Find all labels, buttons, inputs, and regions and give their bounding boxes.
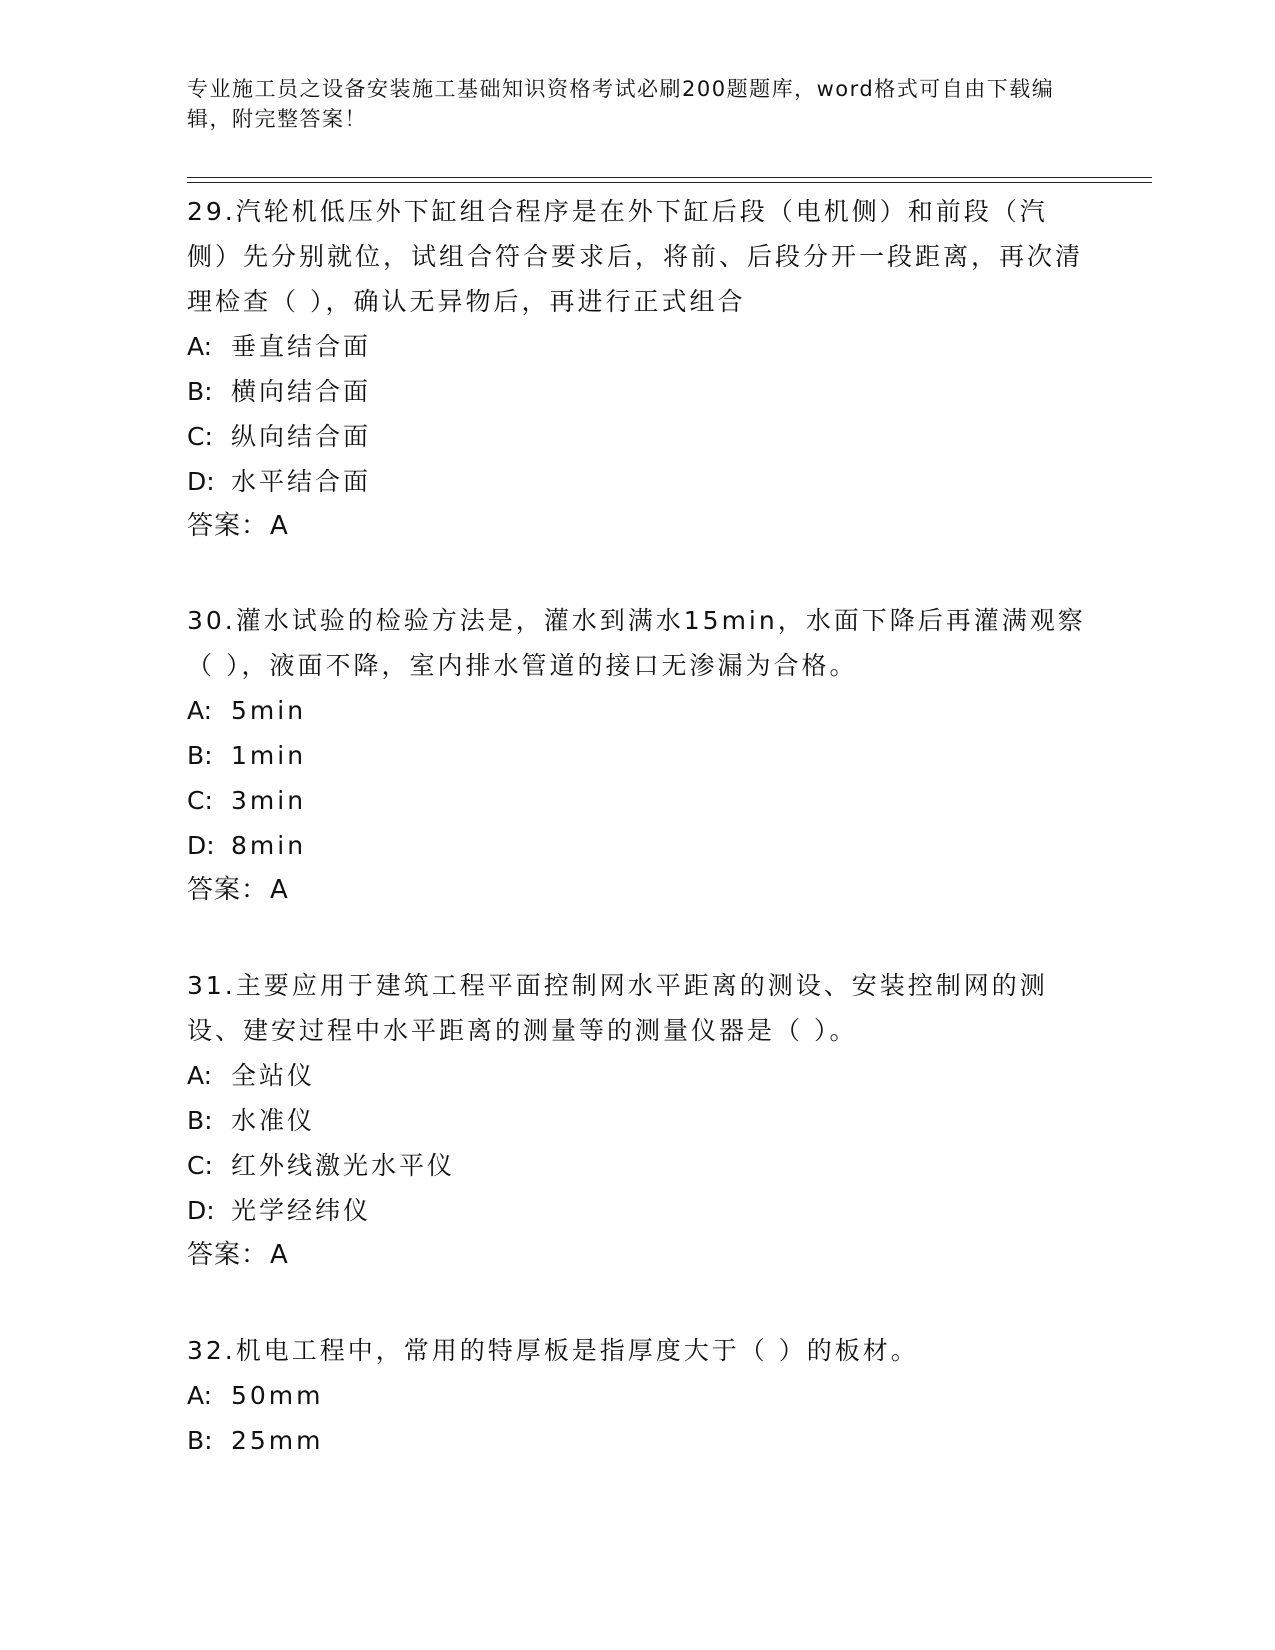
question-stem: 31.主要应用于建筑工程平面控制网水平距离的测设、安装控制网的测设、建安过程中水平距离的测量等的测量仪器是（ ）。 xyxy=(187,971,1048,1045)
question-29 xyxy=(187,189,1087,549)
answer-value: A xyxy=(270,511,289,541)
answer-label: 答案： xyxy=(187,1240,269,1270)
question-32 xyxy=(187,1328,1087,1463)
option-a xyxy=(187,1053,1087,1098)
option-key: B: xyxy=(187,741,213,770)
question-stem: 29.汽轮机低压外下缸组合程序是在外下缸后段（电机侧）和前段（汽侧）先分别就位，试组合符合要求后，将前、后段分开一段距离，再次清理检查（ ），确认无异物后，再进行正式组合 xyxy=(187,197,1084,316)
answer-line xyxy=(187,868,1087,913)
option-text: 50mm xyxy=(231,1381,324,1410)
option-key: A: xyxy=(187,696,213,725)
option-text: 纵向结合面 xyxy=(231,422,372,451)
header-divider-top xyxy=(187,177,1152,178)
answer-line xyxy=(187,504,1087,549)
answer-value: A xyxy=(270,1240,289,1270)
option-c xyxy=(187,1143,1087,1188)
option-d xyxy=(187,459,1087,504)
question-31 xyxy=(187,963,1087,1278)
option-b xyxy=(187,369,1087,414)
document-header xyxy=(187,74,1067,134)
option-a xyxy=(187,1373,1087,1418)
option-text: 1min xyxy=(231,741,307,770)
option-key: C: xyxy=(187,422,213,451)
answer-label: 答案： xyxy=(187,511,269,541)
option-a xyxy=(187,324,1087,369)
option-key: A: xyxy=(187,1061,213,1090)
option-key: B: xyxy=(187,1106,213,1135)
option-text: 水平结合面 xyxy=(231,467,372,496)
answer-label: 答案： xyxy=(187,875,269,905)
option-d xyxy=(187,823,1087,868)
option-b xyxy=(187,1098,1087,1143)
option-key: B: xyxy=(187,1426,213,1455)
option-c xyxy=(187,778,1087,823)
option-c xyxy=(187,414,1087,459)
question-stem: 32.机电工程中，常用的特厚板是指厚度大于（ ）的板材。 xyxy=(187,1336,919,1365)
option-text: 光学经纬仪 xyxy=(231,1196,372,1225)
option-text: 垂直结合面 xyxy=(231,332,372,361)
option-key: B: xyxy=(187,377,213,406)
option-b xyxy=(187,733,1087,778)
header-divider-bottom xyxy=(187,182,1152,183)
option-text: 25mm xyxy=(231,1426,324,1455)
option-text: 8min xyxy=(231,831,307,860)
option-key: C: xyxy=(187,786,213,815)
option-a xyxy=(187,688,1087,733)
option-key: C: xyxy=(187,1151,213,1180)
option-text: 全站仪 xyxy=(231,1061,316,1090)
option-text: 3min xyxy=(231,786,307,815)
option-key: A: xyxy=(187,332,213,361)
option-key: D: xyxy=(187,831,215,860)
question-30 xyxy=(187,598,1087,913)
option-text: 横向结合面 xyxy=(231,377,372,406)
option-d xyxy=(187,1188,1087,1233)
option-b xyxy=(187,1418,1087,1463)
option-key: D: xyxy=(187,1196,215,1225)
answer-value: A xyxy=(270,875,289,905)
answer-line xyxy=(187,1233,1087,1278)
option-text: 水准仪 xyxy=(231,1106,316,1135)
option-key: A: xyxy=(187,1381,213,1410)
option-text: 红外线激光水平仪 xyxy=(231,1151,456,1180)
header-text: 专业施工员之设备安装施工基础知识资格考试必刷200题题库，word格式可自由下载编辑，附完整答案！ xyxy=(187,77,1055,131)
option-text: 5min xyxy=(231,696,307,725)
option-key: D: xyxy=(187,467,215,496)
question-stem: 30.灌水试验的检验方法是，灌水到满水15min，水面下降后再灌满观察（ ），液面不降，室内排水管道的接口无渗漏为合格。 xyxy=(187,606,1086,680)
